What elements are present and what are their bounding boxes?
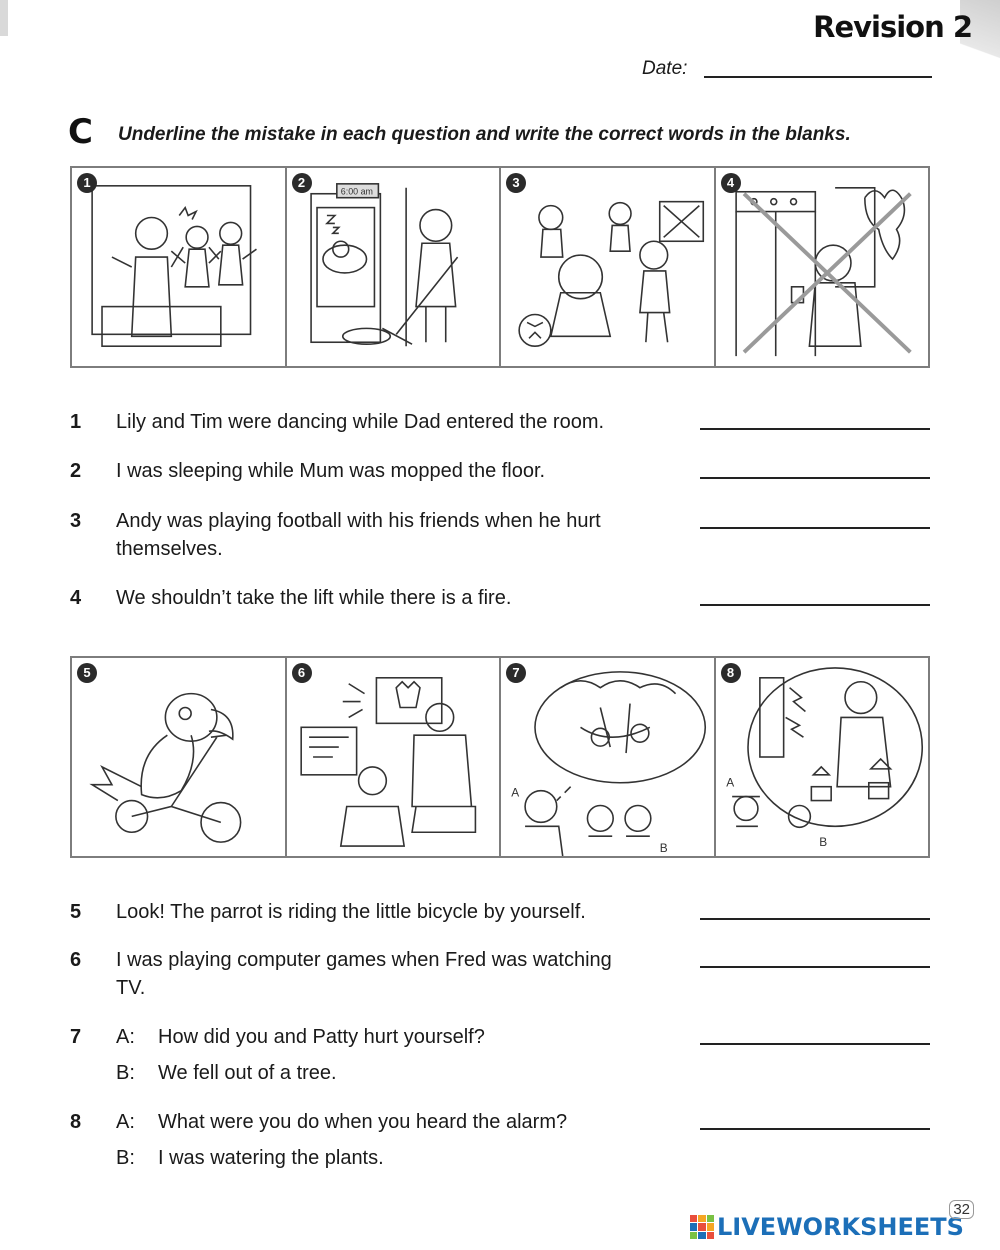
question-text: Lily and Tim were dancing while Dad entered the room. <box>116 411 605 433</box>
answer-blank-7[interactable] <box>700 1043 930 1045</box>
alarm-and-plants-illustration <box>716 658 929 856</box>
speaker-b-label: B <box>818 835 827 850</box>
question-number: 3 <box>70 510 82 532</box>
question-text: Andy was playing football with his friends when he hurt themselves. <box>116 510 601 560</box>
question-number: 6 <box>70 949 82 971</box>
answer-blank-8[interactable] <box>700 1128 930 1130</box>
dialogue-text: We fell out of a tree. <box>158 1062 337 1084</box>
section-instruction: Underline the mistake in each question and write the correct words in the blanks. <box>118 124 851 145</box>
answer-blank-5[interactable] <box>700 918 930 920</box>
dialogue-line-b <box>116 1059 676 1087</box>
parrot-on-bicycle-illustration <box>72 658 285 856</box>
panel-number-badge: 7 <box>506 663 526 683</box>
no-lift-fire-illustration <box>716 168 929 366</box>
question-text: I was playing computer games when Fred was watching TV. <box>116 949 612 999</box>
clock-label: 6:00 am <box>340 186 373 197</box>
answer-blank-6[interactable] <box>700 966 930 968</box>
question-text: We shouldn’t take the lift while there is a fire. <box>116 587 512 609</box>
picture-row-top <box>70 166 930 368</box>
question-text: I was sleeping while Mum was mopped the floor. <box>116 460 546 482</box>
picture-panel-2 <box>287 168 502 366</box>
dialogue-line-b <box>116 1144 676 1172</box>
computer-and-tv-illustration <box>287 658 500 856</box>
page-number: 32 <box>949 1200 974 1219</box>
date-blank-line[interactable] <box>704 76 932 78</box>
speaker-label: B: <box>116 1062 135 1084</box>
panel-number-badge: 1 <box>77 173 97 193</box>
answer-blank-3[interactable] <box>700 527 930 529</box>
picture-panel-8 <box>716 658 929 856</box>
picture-panel-7 <box>501 658 716 856</box>
picture-panel-4 <box>716 168 929 366</box>
question-number: 1 <box>70 411 82 433</box>
answer-blank-4[interactable] <box>700 604 930 606</box>
logo-text: LIVEWORKSHEETS <box>717 1213 964 1241</box>
question-number: 5 <box>70 901 82 923</box>
logo-grid-icon <box>690 1215 714 1239</box>
date-label: Date: <box>642 58 688 79</box>
question-number: 4 <box>70 587 82 609</box>
question-number: 7 <box>70 1026 82 1048</box>
dialogue-text: What were you do when you heard the alarm? <box>158 1111 568 1133</box>
speaker-a-label: A <box>511 785 520 800</box>
page-title: Revision 2 <box>813 10 972 44</box>
fell-out-of-tree-illustration <box>501 658 714 856</box>
speaker-a-label: A <box>725 775 734 790</box>
dialogue-text: How did you and Patty hurt yourself? <box>158 1026 485 1048</box>
section-letter: C <box>68 112 93 152</box>
dialogue-line-a <box>116 1108 676 1136</box>
picture-panel-1 <box>72 168 287 366</box>
dialogue-line-a <box>116 1023 676 1051</box>
picture-panel-5 <box>72 658 287 856</box>
date-row <box>642 58 932 82</box>
speaker-b-label: B <box>659 841 668 856</box>
liveworksheets-logo[interactable] <box>690 1212 964 1242</box>
answer-blank-1[interactable] <box>700 428 930 430</box>
picture-panel-6 <box>287 658 502 856</box>
question-number: 2 <box>70 460 82 482</box>
panel-number-badge: 2 <box>292 173 312 193</box>
panel-number-badge: 4 <box>721 173 741 193</box>
question-number: 8 <box>70 1111 82 1133</box>
sleeping-child-and-mopping-mum-illustration <box>287 168 500 366</box>
panel-number-badge: 6 <box>292 663 312 683</box>
panel-number-badge: 8 <box>721 663 741 683</box>
dialogue-text: I was watering the plants. <box>158 1147 384 1169</box>
picture-panel-3 <box>501 168 716 366</box>
question-text: Look! The parrot is riding the little bicycle by yourself. <box>116 901 586 923</box>
corner-tab <box>0 0 8 36</box>
dad-and-dancing-kids-illustration <box>72 168 285 366</box>
panel-number-badge: 5 <box>77 663 97 683</box>
speaker-label: B: <box>116 1147 135 1169</box>
speaker-label: A: <box>116 1111 135 1133</box>
speaker-label: A: <box>116 1026 135 1048</box>
answer-blank-2[interactable] <box>700 477 930 479</box>
picture-row-bottom <box>70 656 930 858</box>
football-fall-illustration <box>501 168 714 366</box>
panel-number-badge: 3 <box>506 173 526 193</box>
